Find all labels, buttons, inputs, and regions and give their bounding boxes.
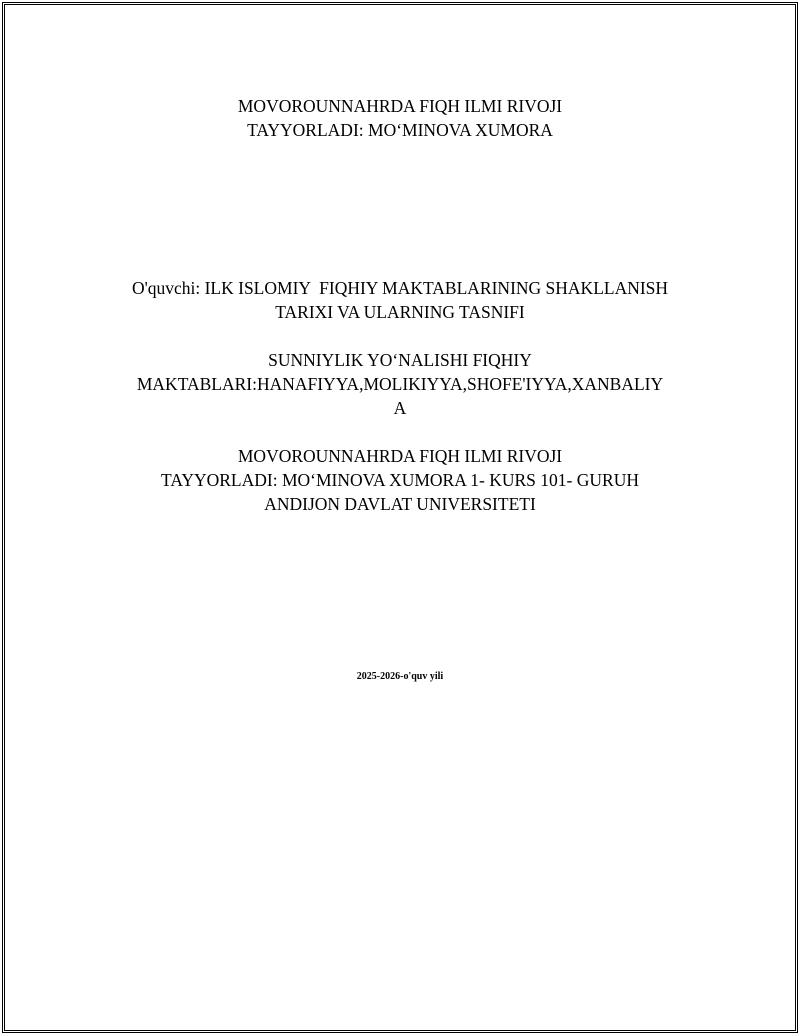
sunni-line-2: MAKTABLARI:HANAFIYYA,MOLIKIYYA,SHOFE'IYYA,XANBALIY bbox=[136, 374, 664, 394]
topic-line-1: O'quvchi: ILK ISLOMIY FIQHIY MAKTABLARINING SHAKLLANISH bbox=[131, 278, 669, 298]
footer-title-line: MOVOROUNNAHRDA FIQH ILMI RIVOJI bbox=[237, 446, 563, 466]
academic-year: 2025-2026-o'quv yili bbox=[356, 671, 444, 682]
footer-block bbox=[0, 444, 800, 516]
header-block bbox=[0, 94, 800, 142]
header-title-line: MOVOROUNNAHRDA FIQH ILMI RIVOJI bbox=[237, 96, 563, 116]
footer-author-line: TAYYORLADI: MO‘MINOVA XUMORA 1- KURS 101- GURUH bbox=[161, 470, 639, 490]
sunni-line-1: SUNNIYLIK YO‘NALISHI FIQHIY bbox=[268, 350, 532, 370]
footer-university-line: ANDIJON DAVLAT UNIVERSITETI bbox=[264, 494, 536, 514]
topic-block bbox=[0, 276, 800, 324]
page-border bbox=[2, 2, 798, 1033]
topic-line-2: TARIXI VA ULARNING TASNIFI bbox=[275, 302, 525, 322]
sunni-line-3: A bbox=[393, 398, 407, 418]
sunni-block bbox=[0, 348, 800, 420]
header-author-line: TAYYORLADI: MO‘MINOVA XUMORA bbox=[247, 120, 553, 140]
